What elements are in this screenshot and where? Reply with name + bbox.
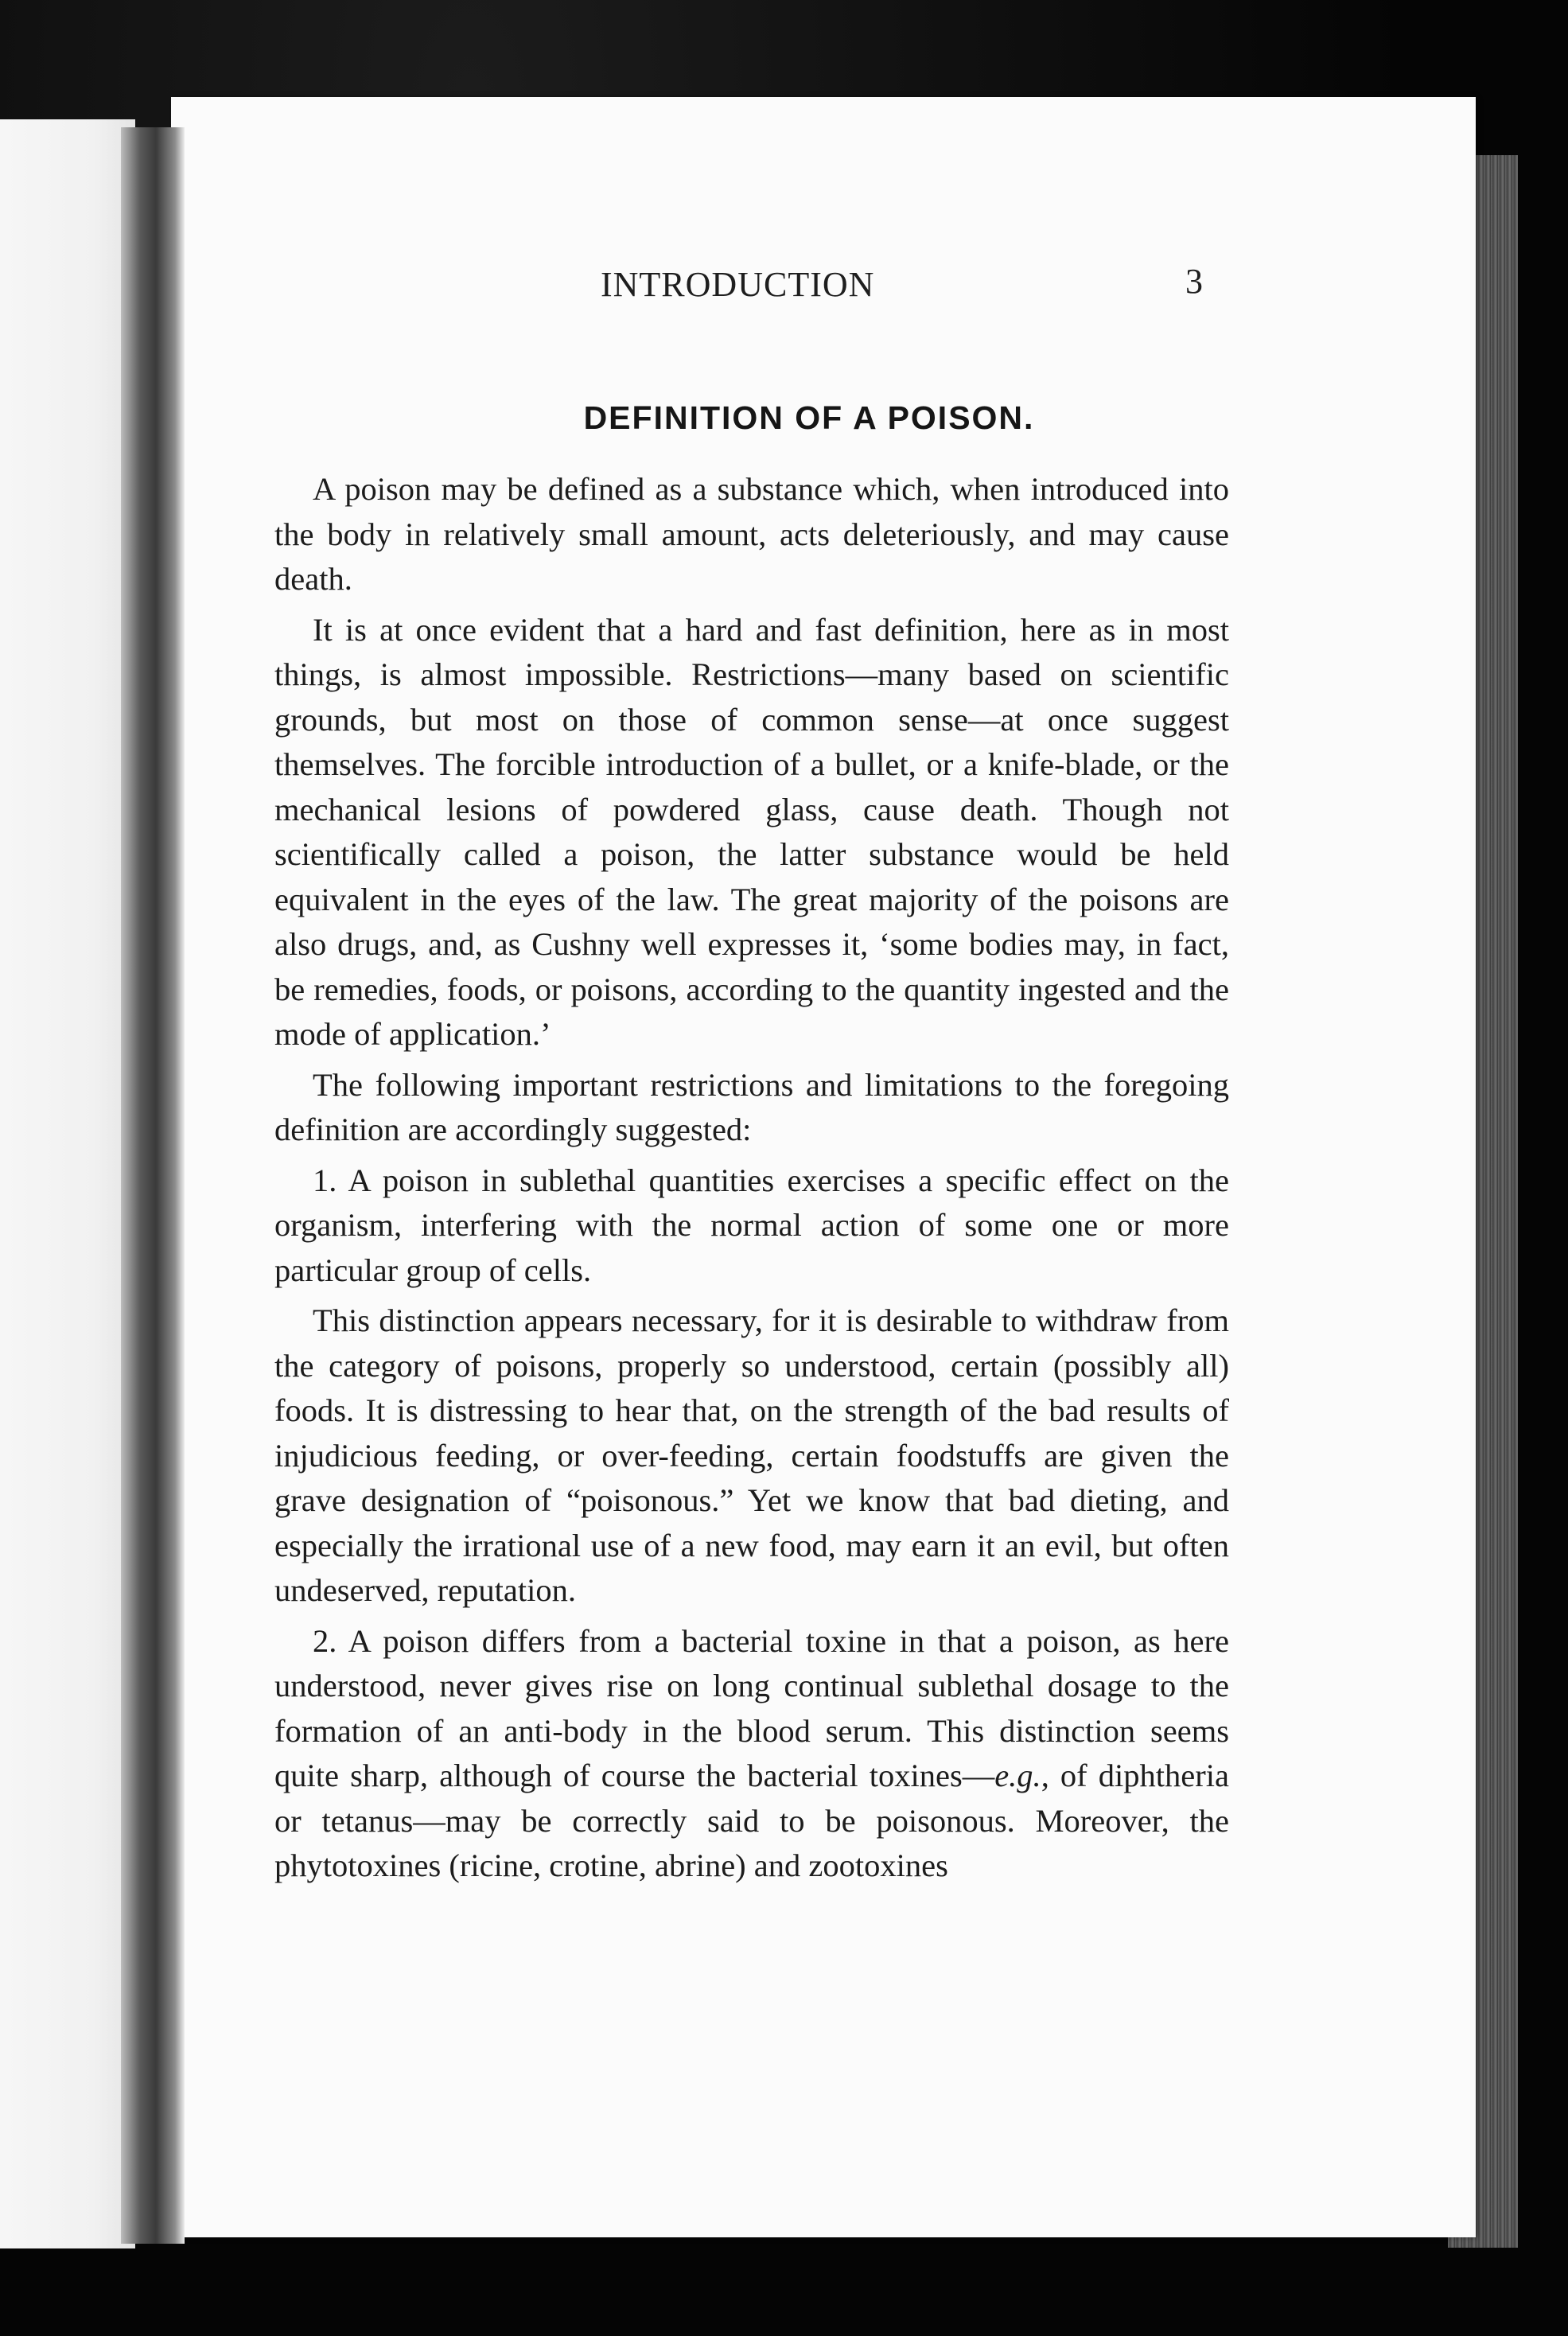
paragraph: The following important restrictions and limitations to the foregoing definition are accordingly suggested: <box>274 1066 1229 1147</box>
running-head: INTRODUCTION <box>601 265 875 304</box>
paragraph-text: 2. A poison differs from a bacterial toxine in that a poison, as here understood, never gives rise on long continual sublethal dosage to the formation of an anti-body in the blood serum. This distinction seems quite sharp, although of course the bacterial toxines— <box>274 1622 1229 1793</box>
binding-gutter-shadow <box>121 127 185 2244</box>
body-text <box>274 467 1229 1889</box>
paragraph-text: , of diphtheria or tetanus—may be correctly said to be poisonous. Moreover, the phytotoxines (ricine, crotine, abrine) and zootoxines <box>274 1758 1229 1883</box>
italic-abbreviation: e.g. <box>994 1758 1041 1793</box>
facing-page-edge <box>0 119 135 2248</box>
paragraph: A poison may be defined as a substance which, when introduced into the body in relatively small amount, acts deleteriously, and may cause death. <box>274 471 1229 597</box>
section-title: DEFINITION OF A POISON. <box>583 399 1035 436</box>
book-page <box>171 97 1476 2237</box>
page-number: 3 <box>1185 262 1203 301</box>
paragraph <box>274 1619 1229 1889</box>
paragraph: This distinction appears necessary, for it is desirable to withdraw from the category of poisons, properly so understood, certain (possibly all) foods. It is distressing to hear that, on the strength of the bad results of injudicious feeding, or over-feeding, certain foodstuffs are given the grave designation of “poisonous.” Yet we know that bad dieting, and especially the irrational use of a new food, may earn it an evil, but often undeserved, reputation. <box>274 1302 1229 1608</box>
paragraph: It is at once evident that a hard and fast definition, here as in most things, is almost impossible. Restrictions—many based on scientific grounds, but most on those of common sense—at once suggest themselves. The forcible introduction of a bullet, or a knife-blade, or the mechanical lesions of powdered glass, cause death. Though not scientifically called a poison, the latter substance would be held equivalent in the eyes of the law. The great majority of the poisons are also drugs, and, as Cushny well expresses it, ‘some bodies may, in fact, be remedies, foods, or poisons, according to the quantity ingested and the mode of application.’ <box>274 611 1229 1052</box>
paragraph: 1. A poison in sublethal quantities exercises a specific effect on the organism, interfering with the normal action of some one or more particular group of cells. <box>274 1162 1229 1288</box>
